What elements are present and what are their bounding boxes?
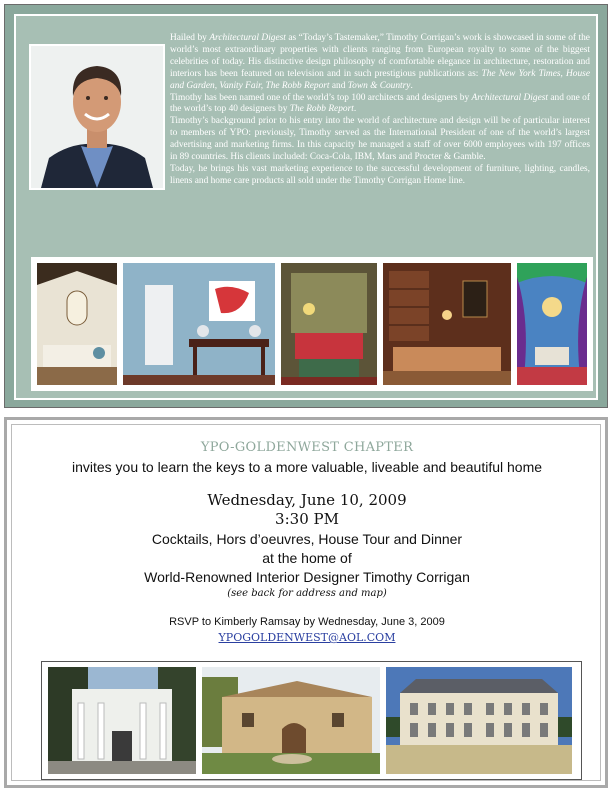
event-home: at the home of xyxy=(262,550,352,566)
interior-photo-3 xyxy=(281,263,377,385)
interior-photo-4 xyxy=(383,263,511,385)
bio-paragraph-1: Hailed by Architectural Digest as “Today’s Tastemaker,” Timothy Corrigan’s work is showcased in some of the world’s most extraordinary properties with clients ranging from European royalty to some of the biggest celebrities of today. His distinctive design philosophy of comfortable elegance in architecture, restoration and interiors has been featured on television and in such prestigious publications as: The New York Times, House and Garden, Vanity Fair, The Robb Report and Town & Country. xyxy=(170,33,590,91)
event-details: Cocktails, Hors d’oeuvres, House Tour and Dinner xyxy=(151,531,463,547)
house-photo-strip xyxy=(41,661,582,780)
see-back-note: (see back for address and map) xyxy=(227,588,387,599)
bio-paragraph-4: Today, he brings his vast marketing experience to the successful development of furniture, lighting, candles, linens and home care products all sold under the Timothy Corrigan Home line. xyxy=(170,163,590,186)
interior-photo-5 xyxy=(517,263,587,385)
interior-photo-2 xyxy=(123,263,275,385)
bio-paragraph-3: Timothy’s background prior to his entry into the world of architecture and design will be of particular interest to members of YPO: previously, Timothy served as the International President of one of the world’s largest advertising and marketing firms. In this capacity he managed a staff of over 6000 employees with 197 offices in 89 countries. His clients included: Coca-Cola, IBM, Mars and Procter & Gamble. xyxy=(170,116,590,163)
house-photo-2 xyxy=(202,667,380,774)
bio-paragraph-2: Timothy has been named one of the world’s top 100 architects and designers by Architectural Digest and one of the world’s top 40 designers by The Robb Report. xyxy=(170,92,590,115)
bio-panel-inner xyxy=(14,14,598,400)
event-host: World-Renowned Interior Designer Timothy Corrigan xyxy=(144,569,470,585)
house-photo-1 xyxy=(48,667,196,774)
bio-panel xyxy=(4,4,608,408)
chapter-title: YPO-GOLDENWEST CHAPTER xyxy=(200,440,414,455)
event-time: 3:30 PM xyxy=(275,510,339,528)
interior-photo-1 xyxy=(37,263,117,385)
invitation-card-inner xyxy=(11,424,601,781)
invitation-tagline: invites you to learn the keys to a more valuable, liveable and beautiful home xyxy=(71,459,543,475)
invitation-card xyxy=(4,417,608,788)
house-photo-3 xyxy=(386,667,572,774)
interior-photo-strip xyxy=(31,257,593,391)
rsvp-email-link[interactable]: YPOGOLDENWEST@AOL.COM xyxy=(218,631,396,644)
event-date: Wednesday, June 10, 2009 xyxy=(207,491,407,509)
bio-text xyxy=(28,33,590,188)
rsvp-text: RSVP to Kimberly Ramsay by Wednesday, June 3, 2009 xyxy=(169,616,445,628)
